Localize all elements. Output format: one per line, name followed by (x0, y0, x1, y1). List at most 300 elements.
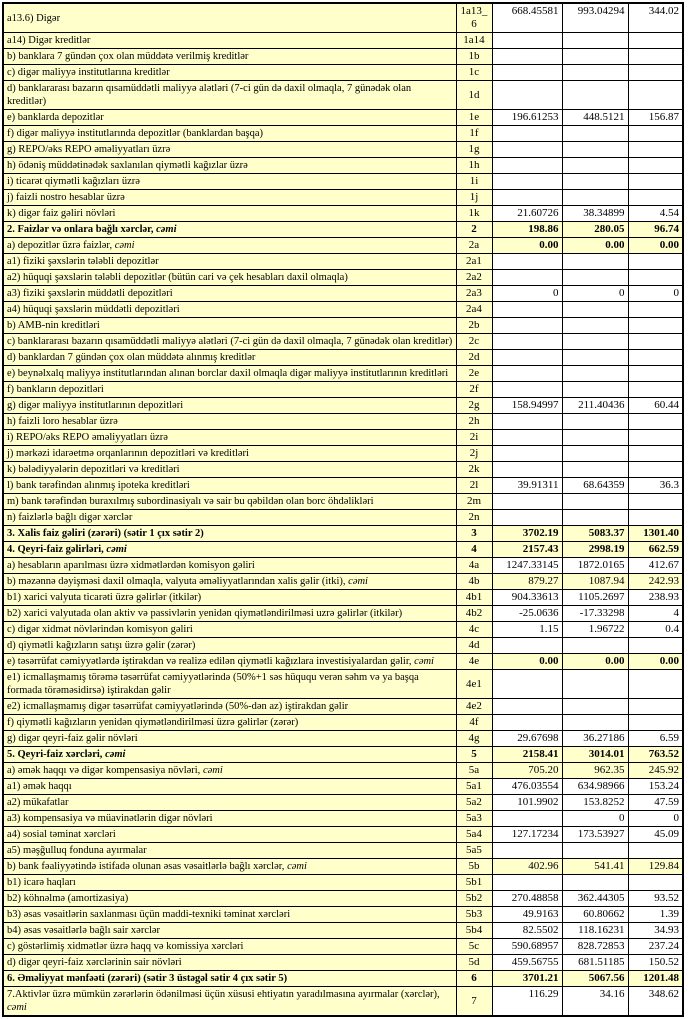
row-label: b) AMB-nin kreditləri (3, 318, 456, 334)
row-code: 5 (456, 747, 492, 763)
value-cell: 662.59 (628, 542, 683, 558)
table-row (3, 334, 683, 350)
value-cell: 0 (492, 286, 562, 302)
value-cell: 0 (562, 811, 628, 827)
value-cell: 828.72853 (562, 939, 628, 955)
value-cell (562, 462, 628, 478)
table-row (3, 542, 683, 558)
table-row (3, 779, 683, 795)
table-row (3, 49, 683, 65)
row-label: d) banklardan 7 gündən çox olan müddətə alınmış kreditlər (3, 350, 456, 366)
value-cell: 153.24 (628, 779, 683, 795)
row-code: 1b (456, 49, 492, 65)
value-cell (628, 366, 683, 382)
row-label: g) REPO/əks REPO əməliyyatları üzrə (3, 142, 456, 158)
row-label: i) ticarət qiymətli kağızları üzrə (3, 174, 456, 190)
row-code: 5d (456, 955, 492, 971)
value-cell: 2158.41 (492, 747, 562, 763)
value-cell: 127.17234 (492, 827, 562, 843)
row-label: f) bankların depozitləri (3, 382, 456, 398)
value-cell (562, 446, 628, 462)
table-row (3, 478, 683, 494)
value-cell: 0.00 (492, 654, 562, 670)
value-cell (628, 446, 683, 462)
value-cell (628, 382, 683, 398)
value-cell: 402.96 (492, 859, 562, 875)
row-code: 1g (456, 142, 492, 158)
value-cell: 763.52 (628, 747, 683, 763)
row-code: 2a (456, 238, 492, 254)
row-label: f) qiymətli kağızların yenidən qiymətləndirilməsi üzrə gəlirlər (zərər) (3, 715, 456, 731)
value-cell (492, 699, 562, 715)
value-cell: 156.87 (628, 110, 683, 126)
row-code: 2 (456, 222, 492, 238)
row-label: c) digər xidmət növlərindən komisyon gəliri (3, 622, 456, 638)
row-label-italic-suffix: cəmi (105, 749, 126, 760)
table-row (3, 126, 683, 142)
row-label: a1) əmək haqqı (3, 779, 456, 795)
table-row (3, 366, 683, 382)
table-row (3, 414, 683, 430)
row-code: 2m (456, 494, 492, 510)
table-row (3, 987, 683, 1017)
value-cell: 36.27186 (562, 731, 628, 747)
value-cell (492, 446, 562, 462)
value-cell: 93.52 (628, 891, 683, 907)
row-label: j) mərkəzi idarəetmə orqanlarının depozitləri və kreditləri (3, 446, 456, 462)
value-cell: 118.16231 (562, 923, 628, 939)
value-cell: 344.02 (628, 3, 683, 33)
value-cell (628, 670, 683, 699)
value-cell: 242.93 (628, 574, 683, 590)
table-row (3, 238, 683, 254)
table-row (3, 526, 683, 542)
row-code: 2a1 (456, 254, 492, 270)
value-cell (562, 81, 628, 110)
value-cell: 270.48858 (492, 891, 562, 907)
table-row (3, 446, 683, 462)
value-cell (562, 350, 628, 366)
row-label: e) banklarda depozitlər (3, 110, 456, 126)
value-cell: 198.86 (492, 222, 562, 238)
value-cell (492, 843, 562, 859)
value-cell (628, 510, 683, 526)
row-code: 2c (456, 334, 492, 350)
table-row (3, 190, 683, 206)
value-cell (562, 174, 628, 190)
row-label: a) əmək haqqı və digər kompensasiya növləri, cəmi (3, 763, 456, 779)
row-label: a) hesabların aparılması üzrə xidmətlərdən komisyon gəliri (3, 558, 456, 574)
value-cell: 705.20 (492, 763, 562, 779)
value-cell: 36.3 (628, 478, 683, 494)
value-cell: 476.03554 (492, 779, 562, 795)
table-row (3, 606, 683, 622)
row-code: 2d (456, 350, 492, 366)
row-label: j) faizli nostro hesablar üzrə (3, 190, 456, 206)
row-label: g) digər maliyyə institutlarının depozitləri (3, 398, 456, 414)
value-cell (562, 875, 628, 891)
value-cell: 2998.19 (562, 542, 628, 558)
row-label: 5. Qeyri-faiz xərcləri, cəmi (3, 747, 456, 763)
table-row (3, 206, 683, 222)
table-row (3, 923, 683, 939)
value-cell (628, 318, 683, 334)
value-cell (492, 715, 562, 731)
value-cell: 68.64359 (562, 478, 628, 494)
row-label: i) REPO/əks REPO əməliyyatları üzrə (3, 430, 456, 446)
row-label-italic-suffix: cəmi (7, 1002, 27, 1013)
row-code: 2b (456, 318, 492, 334)
value-cell (628, 638, 683, 654)
table-row (3, 382, 683, 398)
row-label: 3. Xalis faiz gəliri (zərəri) (sətir 1 çıx sətir 2) (3, 526, 456, 542)
value-cell: 34.16 (562, 987, 628, 1017)
table-body (3, 3, 683, 1016)
row-label: b) bank fəaliyyətində istifadə olunan əsas vəsaitlərlə bağlı xərclər, cəmi (3, 859, 456, 875)
row-code: 2h (456, 414, 492, 430)
table-row (3, 3, 683, 33)
value-cell: 21.60726 (492, 206, 562, 222)
value-cell (562, 430, 628, 446)
value-cell: 0.00 (628, 238, 683, 254)
value-cell (492, 190, 562, 206)
value-cell (492, 158, 562, 174)
value-cell (492, 318, 562, 334)
value-cell: 153.8252 (562, 795, 628, 811)
value-cell (492, 142, 562, 158)
table-row (3, 286, 683, 302)
value-cell: 5083.37 (562, 526, 628, 542)
value-cell: 2157.43 (492, 542, 562, 558)
row-code: 1k (456, 206, 492, 222)
table-row (3, 747, 683, 763)
row-code: 4b1 (456, 590, 492, 606)
row-code: 5a2 (456, 795, 492, 811)
value-cell: 6.59 (628, 731, 683, 747)
row-code: 1e (456, 110, 492, 126)
value-cell (562, 334, 628, 350)
value-cell: 29.67698 (492, 731, 562, 747)
value-cell: 3014.01 (562, 747, 628, 763)
table-row (3, 81, 683, 110)
row-code: 5a3 (456, 811, 492, 827)
row-code: 5c (456, 939, 492, 955)
value-cell: 0 (628, 286, 683, 302)
value-cell (562, 638, 628, 654)
row-code: 1a14 (456, 33, 492, 49)
table-row (3, 875, 683, 891)
value-cell: 962.35 (562, 763, 628, 779)
table-row (3, 795, 683, 811)
value-cell: 0.00 (562, 654, 628, 670)
row-code: 4e (456, 654, 492, 670)
table-row (3, 654, 683, 670)
row-code: 5b4 (456, 923, 492, 939)
value-cell (628, 715, 683, 731)
value-cell: 1087.94 (562, 574, 628, 590)
value-cell (628, 430, 683, 446)
row-code: 2l (456, 478, 492, 494)
value-cell (562, 270, 628, 286)
value-cell: 60.80662 (562, 907, 628, 923)
value-cell: 45.09 (628, 827, 683, 843)
value-cell (562, 33, 628, 49)
table-row (3, 398, 683, 414)
value-cell: 38.34899 (562, 206, 628, 222)
row-code: 4d (456, 638, 492, 654)
row-label: h) ödəniş müddətinədək saxlanılan qiymətli kağızlar üzrə (3, 158, 456, 174)
value-cell (492, 174, 562, 190)
row-code: 5b2 (456, 891, 492, 907)
value-cell (492, 65, 562, 81)
row-code: 5b1 (456, 875, 492, 891)
table-row (3, 811, 683, 827)
value-cell: 1.96722 (562, 622, 628, 638)
value-cell (562, 843, 628, 859)
value-cell: 47.59 (628, 795, 683, 811)
value-cell: 60.44 (628, 398, 683, 414)
value-cell (628, 49, 683, 65)
value-cell: 237.24 (628, 939, 683, 955)
value-cell: 5067.56 (562, 971, 628, 987)
value-cell (562, 699, 628, 715)
value-cell: 245.92 (628, 763, 683, 779)
value-cell: 3701.21 (492, 971, 562, 987)
value-cell (628, 126, 683, 142)
row-code: 4 (456, 542, 492, 558)
table-row (3, 33, 683, 49)
row-label: a3) kompensasiya və müavinətlərin digər növləri (3, 811, 456, 827)
table-row (3, 510, 683, 526)
value-cell: 173.53927 (562, 827, 628, 843)
row-label: c) banklararası bazarın qısamüddətli maliyyə alətləri (7-ci gün də daxil olmaqla, 7 günədək olan kreditlər) (3, 334, 456, 350)
row-code: 4b2 (456, 606, 492, 622)
row-code: 4g (456, 731, 492, 747)
row-code: 2f (456, 382, 492, 398)
value-cell: 668.45581 (492, 3, 562, 33)
row-label: b3) əsas vəsaitlərin saxlanması üçün maddi-texniki təminat xərcləri (3, 907, 456, 923)
row-label: e) beynəlxalq maliyyə institutlarından alınan borclar daxil olmaqla digər maliyyə institutlarının kreditləri (3, 366, 456, 382)
table-row (3, 110, 683, 126)
row-label: b1) icarə haqları (3, 875, 456, 891)
row-label: b4) əsas vəsaitlərlə bağlı sair xərclər (3, 923, 456, 939)
table-row (3, 462, 683, 478)
row-code: 2j (456, 446, 492, 462)
row-label-italic-suffix: cəmi (287, 861, 307, 872)
value-cell (492, 462, 562, 478)
table-row (3, 715, 683, 731)
table-row (3, 955, 683, 971)
row-code: 2a4 (456, 302, 492, 318)
value-cell (562, 318, 628, 334)
value-cell: 1301.40 (628, 526, 683, 542)
row-code: 1i (456, 174, 492, 190)
value-cell: 1.39 (628, 907, 683, 923)
value-cell (628, 875, 683, 891)
row-label: d) banklararası bazarın qısamüddətli maliyyə alətləri (7-ci gün də daxil olmaqla, 7 günədək olan kreditlər) (3, 81, 456, 110)
value-cell: 362.44305 (562, 891, 628, 907)
row-label: c) digər maliyyə institutlarına kreditlər (3, 65, 456, 81)
row-code: 4a (456, 558, 492, 574)
row-code: 5b (456, 859, 492, 875)
value-cell (628, 334, 683, 350)
row-label: 4. Qeyri-faiz gəlirləri, cəmi (3, 542, 456, 558)
table-row (3, 622, 683, 638)
row-label: g) digər qeyri-faiz gəlir növləri (3, 731, 456, 747)
row-code: 2k (456, 462, 492, 478)
value-cell (492, 81, 562, 110)
value-cell: 158.94997 (492, 398, 562, 414)
value-cell: 879.27 (492, 574, 562, 590)
table-row (3, 590, 683, 606)
value-cell (492, 875, 562, 891)
row-code: 1c (456, 65, 492, 81)
value-cell (628, 699, 683, 715)
row-code: 4e2 (456, 699, 492, 715)
value-cell: 96.74 (628, 222, 683, 238)
value-cell: 238.93 (628, 590, 683, 606)
row-code: 2a3 (456, 286, 492, 302)
value-cell: 1872.0165 (562, 558, 628, 574)
row-code: 1h (456, 158, 492, 174)
table-row (3, 939, 683, 955)
row-label: a14) Digər kreditlər (3, 33, 456, 49)
row-label: c) göstərlimiş xidmətlər üzrə haqq və komissiya xərcləri (3, 939, 456, 955)
row-label: a) depozitlər üzrə faizlər, cəmi (3, 238, 456, 254)
value-cell (562, 510, 628, 526)
value-cell (628, 494, 683, 510)
value-cell: 0.00 (562, 238, 628, 254)
row-code: 4e1 (456, 670, 492, 699)
value-cell: 0.4 (628, 622, 683, 638)
value-cell: 4 (628, 606, 683, 622)
value-cell (562, 670, 628, 699)
value-cell (562, 382, 628, 398)
table-row (3, 670, 683, 699)
table-row (3, 142, 683, 158)
row-label: 6. Əməliyyat mənfəəti (zərəri) (sətir 3 üstəgəl sətir 4 çıx sətir 5) (3, 971, 456, 987)
row-code: 1j (456, 190, 492, 206)
value-cell (492, 414, 562, 430)
value-cell: 150.52 (628, 955, 683, 971)
row-label: a1) fiziki şəxslərin tələbli depozitlər (3, 254, 456, 270)
value-cell: 448.5121 (562, 110, 628, 126)
row-label-italic-suffix: cəmi (106, 544, 127, 555)
value-cell (492, 350, 562, 366)
value-cell: 101.9902 (492, 795, 562, 811)
value-cell (628, 843, 683, 859)
value-cell (562, 715, 628, 731)
value-cell (562, 414, 628, 430)
value-cell: 116.29 (492, 987, 562, 1017)
value-cell (628, 190, 683, 206)
row-label: k) bələdiyyələrin depozitləri və kreditləri (3, 462, 456, 478)
value-cell: 3702.19 (492, 526, 562, 542)
row-label: 7.Aktivlər üzrə mümkün zərərlərin ödənilməsi üçün xüsusi ehtiyatın yaradılmasına ayırmalar (xərclər), cəmi (3, 987, 456, 1017)
value-cell (492, 494, 562, 510)
row-label: k) digər faiz gəliri növləri (3, 206, 456, 222)
table-row (3, 638, 683, 654)
value-cell (628, 81, 683, 110)
value-cell: 681.51185 (562, 955, 628, 971)
value-cell (492, 811, 562, 827)
value-cell (628, 142, 683, 158)
row-code: 1f (456, 126, 492, 142)
table-row (3, 763, 683, 779)
value-cell (628, 302, 683, 318)
row-label: n) faizlərlə bağlı digər xərclər (3, 510, 456, 526)
value-cell: 590.68957 (492, 939, 562, 955)
row-code: 5a4 (456, 827, 492, 843)
value-cell (628, 414, 683, 430)
row-code: 5a1 (456, 779, 492, 795)
row-label: m) bank tərəfindən buraxılmış subordinasiyalı və sair bu qəbildən olan borc öhdəlikləri (3, 494, 456, 510)
row-label: a4) sosial təminat xərcləri (3, 827, 456, 843)
row-code: 2g (456, 398, 492, 414)
value-cell (492, 366, 562, 382)
value-cell: 0 (628, 811, 683, 827)
row-code: 3 (456, 526, 492, 542)
value-cell: -25.0636 (492, 606, 562, 622)
row-code: 1a13_6 (456, 3, 492, 33)
value-cell: 280.05 (562, 222, 628, 238)
table-row (3, 843, 683, 859)
table-row (3, 174, 683, 190)
value-cell (628, 270, 683, 286)
row-label: a2) mükafatlar (3, 795, 456, 811)
table-row (3, 318, 683, 334)
value-cell (562, 494, 628, 510)
value-cell (562, 366, 628, 382)
row-label: a2) hüquqi şəxslərin tələbli depozitlər (bütün cari və çek hesabları daxil olmaqla) (3, 270, 456, 286)
row-label-italic-suffix: cəmi (114, 240, 135, 251)
value-cell (562, 158, 628, 174)
value-cell: 904.33613 (492, 590, 562, 606)
value-cell (628, 350, 683, 366)
row-label-italic-suffix: cəmi (348, 576, 368, 587)
row-code: 2a2 (456, 270, 492, 286)
value-cell: 1247.33145 (492, 558, 562, 574)
value-cell: 541.41 (562, 859, 628, 875)
row-label: e2) icmallaşmamış digər təsərrüfat cəmiyyətlərində (50%-dən az) iştirakdan gəlir (3, 699, 456, 715)
table-row (3, 65, 683, 81)
row-code: 1d (456, 81, 492, 110)
table-row (3, 302, 683, 318)
value-cell (562, 142, 628, 158)
row-label: l) bank tərəfindən alınmış ipoteka kreditləri (3, 478, 456, 494)
table-row (3, 971, 683, 987)
row-code: 5a (456, 763, 492, 779)
value-cell (492, 510, 562, 526)
row-label-italic-suffix: cəmi (414, 656, 434, 667)
table-row (3, 907, 683, 923)
value-cell: 1105.2697 (562, 590, 628, 606)
value-cell: 412.67 (628, 558, 683, 574)
value-cell: 39.91311 (492, 478, 562, 494)
row-code: 2e (456, 366, 492, 382)
value-cell (562, 190, 628, 206)
value-cell (628, 33, 683, 49)
income-statement-table (2, 2, 684, 1017)
table-row (3, 827, 683, 843)
value-cell: -17.33298 (562, 606, 628, 622)
value-cell: 34.93 (628, 923, 683, 939)
value-cell: 82.5502 (492, 923, 562, 939)
value-cell (628, 174, 683, 190)
value-cell (562, 49, 628, 65)
value-cell: 196.61253 (492, 110, 562, 126)
value-cell (562, 126, 628, 142)
